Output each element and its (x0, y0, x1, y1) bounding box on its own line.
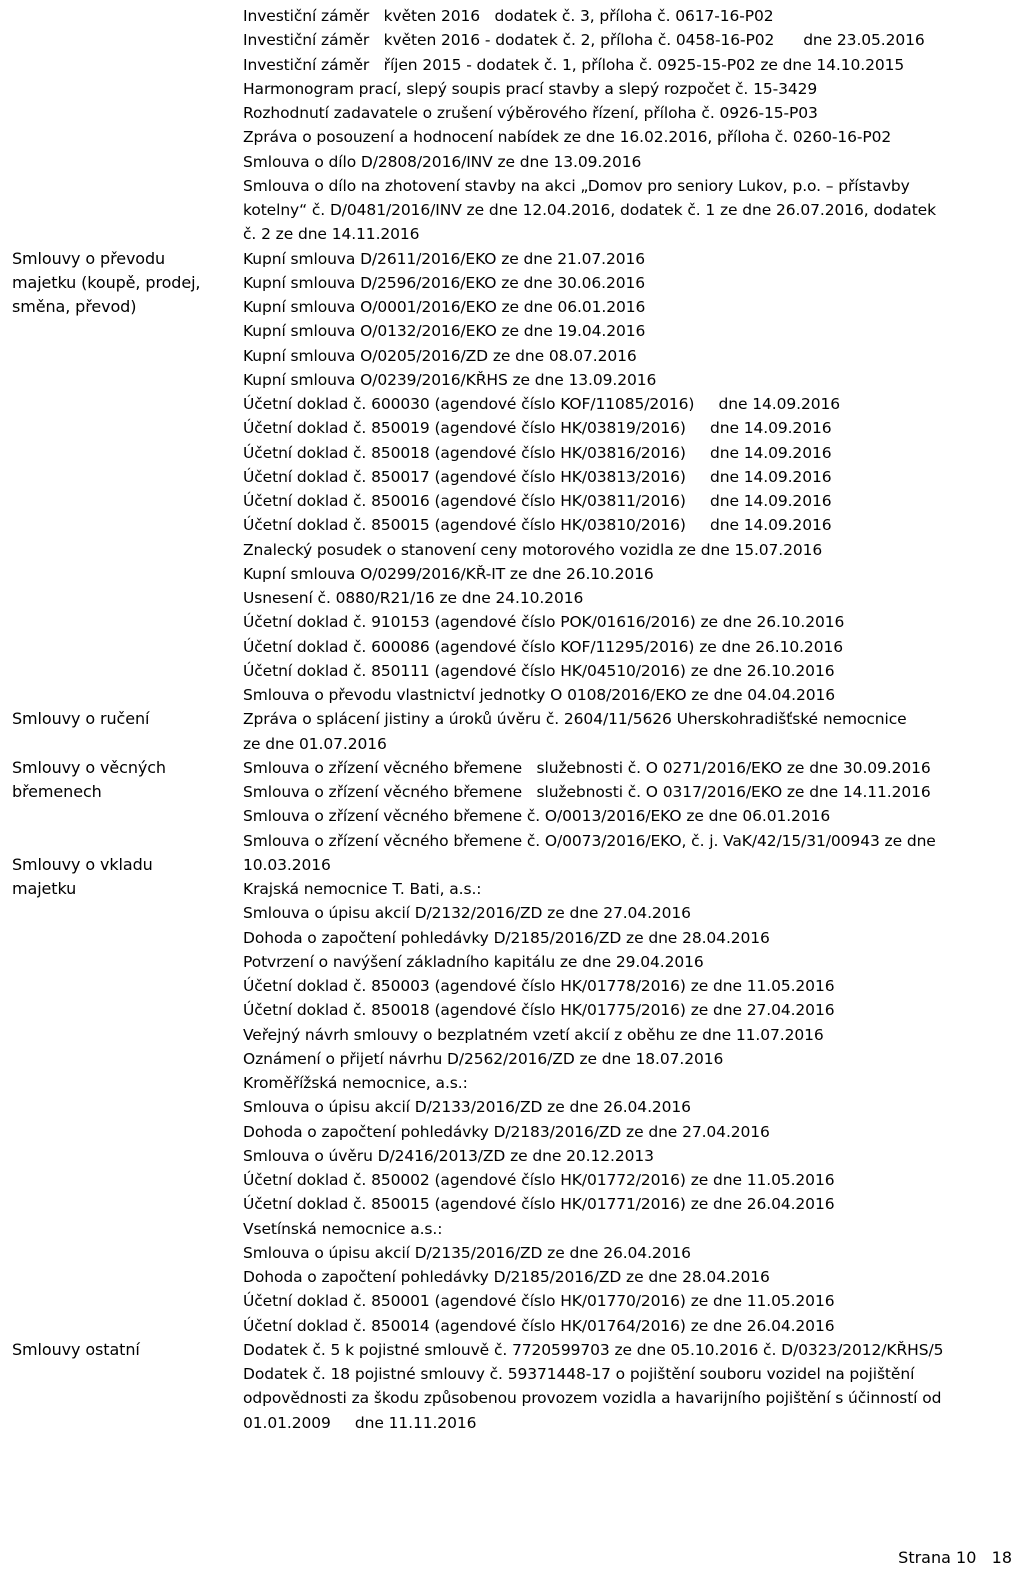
entry-line: Smlouva o dílo na zhotovení stavby na akci „Domov pro seniory Lukov, p.o. – přístavby (243, 176, 910, 195)
entry-line: Kupní smlouva O/0001/2016/EKO ze dne 06.01.2016 (243, 298, 646, 316)
entry-line: Účetní doklad č. 600030 (agendové číslo KOF/11085/2016) dne 14.09.2016 (243, 395, 840, 413)
entry-line: Účetní doklad č. 850018 (agendové číslo HK/03816/2016) dne 14.09.2016 (243, 443, 832, 462)
entry-line: Dohoda o započtení pohledávky D/2185/2016/ZD ze dne 28.04.2016 (243, 1268, 770, 1286)
entry-line: Zpráva o splácení jistiny a úroků úvěru č. 2604/11/5626 Uherskohradišťské nemocnice (243, 710, 907, 729)
section-label-line: majetku (12, 879, 77, 898)
entry-line: Vsetínská nemocnice a.s.: (243, 1219, 443, 1238)
section-label-line: Smlouvy o převodu (12, 248, 166, 268)
entry-line: Účetní doklad č. 850015 (agendové číslo HK/01771/2016) ze dne 26.04.2016 (243, 1195, 835, 1214)
entry-line: ze dne 01.07.2016 (243, 734, 387, 753)
section-label-line: Smlouvy ostatní (12, 1339, 140, 1359)
page-number: Strana 10 (898, 1548, 977, 1567)
entry-line: Kupní smlouva O/0299/2016/KŘ-IT ze dne 26.10.2016 (243, 564, 654, 583)
entry-line: odpovědnosti za škodu způsobenou provozem vozidla a havarijního pojištění s účinností od (243, 1389, 942, 1408)
entry-line: 10.03.2016 (243, 855, 331, 874)
section-label-line: směna, převod) (12, 297, 137, 316)
entry-line: Krajská nemocnice T. Bati, a.s.: (243, 880, 482, 898)
entry-line: Účetní doklad č. 850003 (agendové číslo HK/01778/2016) ze dne 11.05.2016 (243, 977, 835, 995)
entry-line: Účetní doklad č. 850014 (agendové číslo HK/01764/2016) ze dne 26.04.2016 (243, 1316, 835, 1335)
entry-line: Kupní smlouva O/0239/2016/KŘHS ze dne 13.09.2016 (243, 370, 657, 389)
section-label-line: Smlouvy o ručení (12, 709, 150, 729)
entry-line: Kupní smlouva D/2596/2016/EKO ze dne 30.06.2016 (243, 273, 646, 292)
entry-line: Oznámení o přijetí návrhu D/2562/2016/ZD ze dne 18.07.2016 (243, 1049, 724, 1068)
entry-line: Dohoda o započtení pohledávky D/2183/2016/ZD ze dne 27.04.2016 (243, 1122, 770, 1141)
page-total: 18 (991, 1548, 1012, 1567)
entry-line: Harmonogram prací, slepý soupis prací stavby a slepý rozpočet č. 15-3429 (243, 79, 818, 98)
entry-line: Rozhodnutí zadavatele o zrušení výběrového řízení, příloha č. 0926-15-P03 (243, 104, 818, 122)
section-label-line: majetku (koupě, prodej, (12, 272, 201, 292)
entry-line: Investiční záměr říjen 2015 - dodatek č. 1, příloha č. 0925-15-P02 ze dne 14.10.2015 (243, 55, 905, 74)
entry-line: Znalecký posudek o stanovení ceny motorového vozidla ze dne 15.07.2016 (243, 540, 823, 559)
entry-line: Účetní doklad č. 850111 (agendové číslo HK/04510/2016) ze dne 26.10.2016 (243, 661, 835, 680)
entry-line: Účetní doklad č. 850019 (agendové číslo HK/03819/2016) dne 14.09.2016 (243, 419, 832, 438)
entry-line: Kupní smlouva D/2611/2016/EKO ze dne 21.07.2016 (243, 249, 646, 268)
entry-line: Kroměřížská nemocnice, a.s.: (243, 1074, 468, 1092)
entry-line: č. 2 ze dne 14.11.2016 (243, 225, 420, 244)
section-label-line: Smlouvy o věcných (12, 757, 166, 777)
entry-line: Zpráva o posouzení a hodnocení nabídek ze dne 16.02.2016, příloha č. 0260-16-P02 (243, 128, 892, 147)
section-label-line: Smlouvy o vkladu (12, 854, 153, 874)
entry-line: Potvrzení o navýšení základního kapitálu ze dne 29.04.2016 (243, 952, 704, 971)
entry-line: Kupní smlouva O/0205/2016/ZD ze dne 08.07.2016 (243, 346, 637, 365)
entry-line: Smlouva o zřízení věcného břemene služebnosti č. O 0317/2016/EKO ze dne 14.11.2016 (243, 783, 931, 801)
entry-line: Účetní doklad č. 910153 (agendové číslo POK/01616/2016) ze dne 26.10.2016 (243, 613, 845, 632)
entry-line: Účetní doklad č. 850001 (agendové číslo HK/01770/2016) ze dne 11.05.2016 (243, 1292, 835, 1311)
entry-line: Dodatek č. 5 k pojistné smlouvě č. 7720599703 ze dne 05.10.2016 č. D/0323/2012/KŘHS/5 (243, 1340, 944, 1359)
entry-line: 01.01.2009 dne 11.11.2016 (243, 1413, 477, 1432)
entry-line: Účetní doklad č. 850016 (agendové číslo HK/03811/2016) dne 14.09.2016 (243, 492, 832, 510)
entry-line: Veřejný návrh smlouvy o bezplatném vzetí akcií z oběhu ze dne 11.07.2016 (243, 1025, 824, 1044)
entry-line: Účetní doklad č. 850017 (agendové číslo HK/03813/2016) dne 14.09.2016 (243, 467, 832, 486)
entry-line: Smlouva o úpisu akcií D/2135/2016/ZD ze dne 26.04.2016 (243, 1243, 691, 1262)
entry-line: Účetní doklad č. 600086 (agendové číslo KOF/11295/2016) ze dne 26.10.2016 (243, 637, 843, 656)
entry-line: Usnesení č. 0880/R21/16 ze dne 24.10.2016 (243, 589, 584, 607)
entry-line: Smlouva o úpisu akcií D/2133/2016/ZD ze dne 26.04.2016 (243, 1098, 691, 1117)
entry-line: Smlouva o úpisu akcií D/2132/2016/ZD ze dne 27.04.2016 (243, 904, 691, 923)
entry-line: Smlouva o převodu vlastnictví jednotky O 0108/2016/EKO ze dne 04.04.2016 (243, 686, 836, 704)
entry-line: Smlouva o zřízení věcného břemene služebnosti č. O 0271/2016/EKO ze dne 30.09.2016 (243, 758, 931, 777)
entry-line: Smlouva o zřízení věcného břemene č. O/0013/2016/EKO ze dne 06.01.2016 (243, 807, 831, 826)
entry-line: Účetní doklad č. 850018 (agendové číslo HK/01775/2016) ze dne 27.04.2016 (243, 1001, 835, 1020)
section-label-line: břemenech (12, 782, 102, 801)
entry-line: Dohoda o započtení pohledávky D/2185/2016/ZD ze dne 28.04.2016 (243, 928, 770, 947)
entry-line: Smlouva o dílo D/2808/2016/INV ze dne 13.09.2016 (243, 152, 642, 171)
page-footer (898, 1546, 1012, 1570)
entry-line: Účetní doklad č. 850002 (agendové číslo HK/01772/2016) ze dne 11.05.2016 (243, 1171, 835, 1189)
entry-line: Investiční záměr květen 2016 dodatek č. 3, příloha č. 0617-16-P02 (243, 7, 774, 25)
entry-line: kotelny“ č. D/0481/2016/INV ze dne 12.04.2016, dodatek č. 1 ze dne 26.07.2016, dodatek (243, 201, 936, 219)
entry-line: Investiční záměr květen 2016 - dodatek č. 2, příloha č. 0458-16-P02 dne 23.05.2016 (243, 31, 925, 50)
entry-line: Kupní smlouva O/0132/2016/EKO ze dne 19.04.2016 (243, 322, 646, 341)
entry-line: Účetní doklad č. 850015 (agendové číslo HK/03810/2016) dne 14.09.2016 (243, 516, 832, 535)
entry-line: Smlouva o úvěru D/2416/2013/ZD ze dne 20.12.2013 (243, 1146, 654, 1165)
entry-line: Dodatek č. 18 pojistné smlouvy č. 59371448-17 o pojištění souboru vozidel na pojištění (243, 1365, 915, 1383)
entry-line: Smlouva o zřízení věcného břemene č. O/0073/2016/EKO, č. j. VaK/42/15/31/00943 ze dne (243, 831, 936, 850)
